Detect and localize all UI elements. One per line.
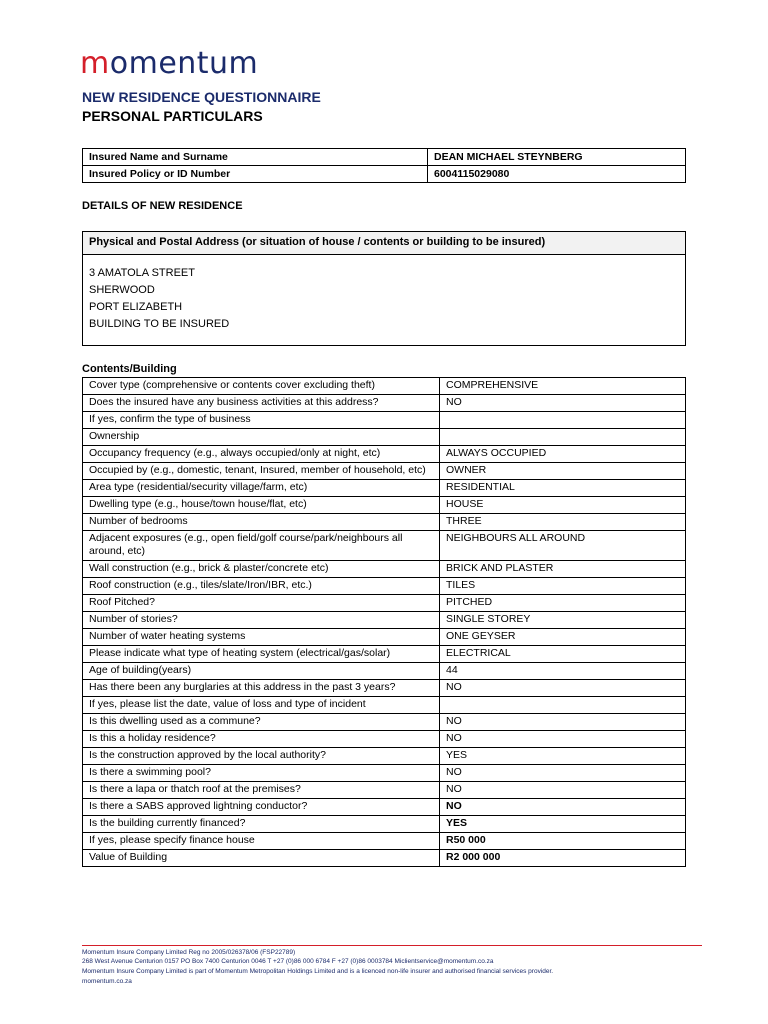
address-line: SHERWOOD — [89, 284, 155, 296]
table-row — [83, 514, 686, 531]
table-row — [83, 395, 686, 412]
address-lines — [83, 255, 685, 333]
question-cell: Is there a swimming pool? — [83, 765, 440, 782]
table-row — [83, 429, 686, 446]
answer-cell: 44 — [440, 663, 686, 680]
question-cell: If yes, please list the date, value of loss and type of incident — [83, 697, 440, 714]
question-cell: Value of Building — [83, 850, 440, 867]
question-cell: Is there a SABS approved lightning conductor? — [83, 799, 440, 816]
policy-number-value: 6004115029080 — [428, 166, 686, 183]
question-cell: Please indicate what type of heating system (electrical/gas/solar) — [83, 646, 440, 663]
address-box — [82, 231, 686, 346]
address-line: BUILDING TO BE INSURED — [89, 318, 230, 330]
answer-cell: OWNER — [440, 463, 686, 480]
question-cell: Ownership — [83, 429, 440, 446]
table-row — [83, 646, 686, 663]
answer-cell: ALWAYS OCCUPIED — [440, 446, 686, 463]
question-cell: Is this a holiday residence? — [83, 731, 440, 748]
question-cell: Occupied by (e.g., domestic, tenant, Insured, member of household, etc) — [83, 463, 440, 480]
address-line: PORT ELIZABETH — [89, 301, 183, 313]
footer-company: Momentum Insure Company Limited Reg no 2005/026378/06 (FSP22789) — [82, 949, 296, 956]
question-cell: Is the building currently financed? — [83, 816, 440, 833]
table-row — [83, 561, 686, 578]
momentum-logo — [80, 46, 258, 82]
table-row — [83, 629, 686, 646]
logo-first-letter: m — [80, 46, 110, 81]
table-row — [83, 850, 686, 867]
table-row — [83, 697, 686, 714]
table-row — [83, 531, 686, 561]
question-cell: Does the insured have any business activities at this address? — [83, 395, 440, 412]
address-line: 3 AMATOLA STREET — [89, 267, 195, 279]
answer-cell: ELECTRICAL — [440, 646, 686, 663]
question-cell: Has there been any burglaries at this address in the past 3 years? — [83, 680, 440, 697]
answer-cell: NO — [440, 395, 686, 412]
answer-cell: YES — [440, 748, 686, 765]
table-row — [83, 765, 686, 782]
answer-cell: TILES — [440, 578, 686, 595]
answer-cell: NO — [440, 714, 686, 731]
question-cell: Age of building(years) — [83, 663, 440, 680]
question-cell: Is this dwelling used as a commune? — [83, 714, 440, 731]
answer-cell: COMPREHENSIVE — [440, 378, 686, 395]
question-cell: Is there a lapa or thatch roof at the premises? — [83, 782, 440, 799]
table-row — [83, 833, 686, 850]
answer-cell: NO — [440, 731, 686, 748]
table-row — [83, 782, 686, 799]
table-row — [83, 680, 686, 697]
question-cell: If yes, please specify finance house — [83, 833, 440, 850]
question-cell: If yes, confirm the type of business — [83, 412, 440, 429]
question-cell: Number of bedrooms — [83, 514, 440, 531]
answer-cell: HOUSE — [440, 497, 686, 514]
questions-table — [82, 377, 686, 867]
answer-cell: PITCHED — [440, 595, 686, 612]
table-row — [83, 446, 686, 463]
table-row — [83, 463, 686, 480]
table-row — [83, 378, 686, 395]
question-cell: Area type (residential/security village/farm, etc) — [83, 480, 440, 497]
question-cell: Cover type (comprehensive or contents cover excluding theft) — [83, 378, 440, 395]
footer-divider — [82, 945, 702, 946]
answer-cell: SINGLE STOREY — [440, 612, 686, 629]
insured-name-value: DEAN MICHAEL STEYNBERG — [428, 149, 686, 166]
answer-cell: THREE — [440, 514, 686, 531]
table-row — [83, 748, 686, 765]
question-cell: Roof construction (e.g., tiles/slate/Iron/IBR, etc.) — [83, 578, 440, 595]
table-row — [83, 595, 686, 612]
table-row — [83, 480, 686, 497]
question-cell: Number of stories? — [83, 612, 440, 629]
answer-cell: NO — [440, 782, 686, 799]
address-header: Physical and Postal Address (or situation of house / contents or building to be insured) — [83, 232, 685, 255]
answer-cell — [440, 429, 686, 446]
contents-heading: Contents/Building — [82, 363, 177, 375]
answer-cell: ONE GEYSER — [440, 629, 686, 646]
question-cell: Is the construction approved by the local authority? — [83, 748, 440, 765]
answer-cell — [440, 697, 686, 714]
table-row — [83, 497, 686, 514]
insured-name-label: Insured Name and Surname — [83, 149, 428, 166]
footer-disclaimer: Momentum Insure Company Limited is part of Momentum Metropolitan Holdings Limited and is a licenced non-life insurer and authorised financial services provider. — [82, 968, 554, 975]
footer-website: momentum.co.za — [82, 978, 132, 985]
document-title: NEW RESIDENCE QUESTIONNAIRE — [82, 89, 321, 105]
table-row — [83, 166, 686, 183]
answer-cell: BRICK AND PLASTER — [440, 561, 686, 578]
table-row — [83, 149, 686, 166]
table-row — [83, 578, 686, 595]
questions-body — [83, 378, 686, 867]
table-row — [83, 799, 686, 816]
details-heading: DETAILS OF NEW RESIDENCE — [82, 200, 243, 212]
footer-address: 268 West Avenue Centurion 0157 PO Box 7400 Centurion 0046 T +27 (0)86 000 6784 F +27 (0)86 0003784 Miclientservice@momentum.co.za — [82, 958, 494, 965]
table-row — [83, 612, 686, 629]
question-cell: Roof Pitched? — [83, 595, 440, 612]
table-row — [83, 816, 686, 833]
answer-cell: NO — [440, 799, 686, 816]
answer-cell: NO — [440, 680, 686, 697]
table-row — [83, 663, 686, 680]
question-cell: Dwelling type (e.g., house/town house/flat, etc) — [83, 497, 440, 514]
question-cell: Wall construction (e.g., brick & plaster/concrete etc) — [83, 561, 440, 578]
question-cell: Number of water heating systems — [83, 629, 440, 646]
answer-cell: NEIGHBOURS ALL AROUND — [440, 531, 686, 561]
logo-rest: omentum — [109, 46, 259, 81]
answer-cell: R50 000 — [440, 833, 686, 850]
document-subtitle: PERSONAL PARTICULARS — [82, 108, 263, 124]
policy-number-label: Insured Policy or ID Number — [83, 166, 428, 183]
answer-cell: YES — [440, 816, 686, 833]
table-row — [83, 731, 686, 748]
table-row — [83, 412, 686, 429]
answer-cell: RESIDENTIAL — [440, 480, 686, 497]
table-row — [83, 714, 686, 731]
question-cell: Adjacent exposures (e.g., open field/golf course/park/neighbours all around, etc) — [83, 531, 440, 561]
answer-cell: R2 000 000 — [440, 850, 686, 867]
answer-cell — [440, 412, 686, 429]
question-cell: Occupancy frequency (e.g., always occupied/only at night, etc) — [83, 446, 440, 463]
particulars-table — [82, 148, 686, 183]
answer-cell: NO — [440, 765, 686, 782]
